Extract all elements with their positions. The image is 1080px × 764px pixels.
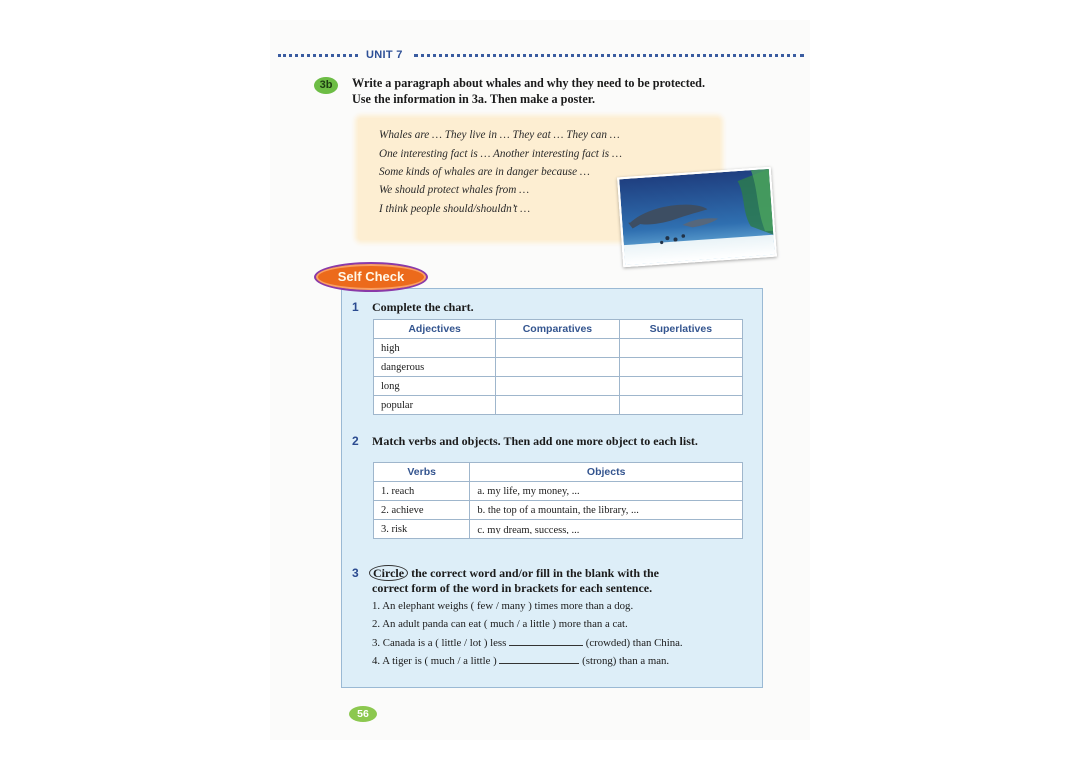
sentence-1: [372, 600, 633, 612]
adjective-cell: long: [374, 377, 496, 396]
instruction-line: Write a paragraph about whales and why they need to be protected.: [352, 76, 705, 90]
comparative-blank[interactable]: [496, 358, 619, 377]
question-3-text: [372, 566, 752, 596]
table-row: [374, 501, 743, 520]
object-cell: [470, 520, 743, 539]
answer-blank[interactable]: [509, 636, 583, 646]
object-cell: b. the top of a mountain, the library, ...: [470, 501, 743, 520]
hint-line: Whales are … They live in … They eat … They can …: [379, 129, 620, 141]
adjective-cell: high: [374, 339, 496, 358]
whale-photo: [617, 167, 777, 268]
sentence-text: 3. Canada is a ( little / lot ) less: [372, 637, 507, 649]
exercise-3b-badge: 3b: [314, 77, 338, 94]
question-1-text: Complete the chart.: [372, 300, 474, 314]
question-3-line-rest: the correct word and/or fill in the blank with the: [408, 566, 659, 580]
object-cell: a. my life, my money, ...: [470, 482, 743, 501]
adjectives-chart: [373, 319, 743, 415]
object-text: c. my dream, success, ...: [477, 525, 580, 534]
sentence-text-after: (crowded) than China.: [585, 637, 683, 649]
table-row: [374, 339, 743, 358]
verb-cell: 3. risk: [374, 520, 470, 539]
comparative-blank[interactable]: [496, 339, 619, 358]
hint-line: One interesting fact is … Another interesting fact is …: [379, 148, 622, 160]
question-2-text: Match verbs and objects. Then add one more object to each list.: [372, 434, 698, 448]
superlative-blank[interactable]: [619, 339, 742, 358]
superlative-blank[interactable]: [619, 396, 742, 415]
table-row: [374, 482, 743, 501]
page-number: 56: [349, 706, 377, 722]
answer-blank[interactable]: [499, 654, 579, 664]
question-3-line: [372, 566, 752, 581]
self-check-badge: Self Check: [314, 262, 428, 292]
question-3-number: 3: [352, 566, 359, 580]
table-row: [374, 396, 743, 415]
adjective-cell: dangerous: [374, 358, 496, 377]
comparative-blank[interactable]: [496, 396, 619, 415]
dotted-rule-right: [414, 54, 804, 57]
column-header: Comparatives: [496, 320, 619, 339]
sentence-text: 4. A tiger is ( much / a little ): [372, 655, 497, 667]
dotted-rule-left: [278, 54, 358, 57]
superlative-blank[interactable]: [619, 377, 742, 396]
hint-line: We should protect whales from …: [379, 184, 530, 196]
table-row: [374, 520, 743, 539]
table-row: [374, 377, 743, 396]
table-header-row: [374, 463, 743, 482]
sentence-text: 1. An elephant weighs ( few / many ) times more than a dog.: [372, 600, 634, 612]
column-header: Verbs: [374, 463, 470, 482]
hint-line: Some kinds of whales are in danger because …: [379, 166, 590, 178]
sentence-text-after: (strong) than a man.: [582, 655, 670, 667]
circle-word: Circle: [369, 565, 408, 581]
chart-header-row: [374, 320, 743, 339]
question-1-number: 1: [352, 300, 359, 314]
exercise-3b-instruction: [352, 76, 772, 107]
whale-illustration: [619, 169, 775, 265]
sentence-3: [372, 636, 683, 649]
unit-header: [278, 50, 804, 64]
superlative-blank[interactable]: [619, 358, 742, 377]
comparative-blank[interactable]: [496, 377, 619, 396]
adjective-cell: popular: [374, 396, 496, 415]
question-3-line: correct form of the word in brackets for each sentence.: [372, 581, 653, 595]
column-header: Objects: [470, 463, 743, 482]
verbs-objects-table: [373, 462, 743, 539]
sentence-2: [372, 618, 628, 630]
verb-cell: 1. reach: [374, 482, 470, 501]
table-row: [374, 358, 743, 377]
instruction-line: Use the information in 3a. Then make a poster.: [352, 91, 596, 106]
verb-cell: 2. achieve: [374, 501, 470, 520]
question-2-number: 2: [352, 434, 359, 448]
sentence-4: [372, 654, 669, 667]
unit-title: UNIT 7: [366, 49, 403, 61]
column-header: Superlatives: [619, 320, 742, 339]
sentence-text: 2. An adult panda can eat ( much / a little ) more than a cat.: [372, 618, 628, 630]
hint-line: I think people should/shouldn’t …: [379, 203, 531, 215]
column-header: Adjectives: [374, 320, 496, 339]
